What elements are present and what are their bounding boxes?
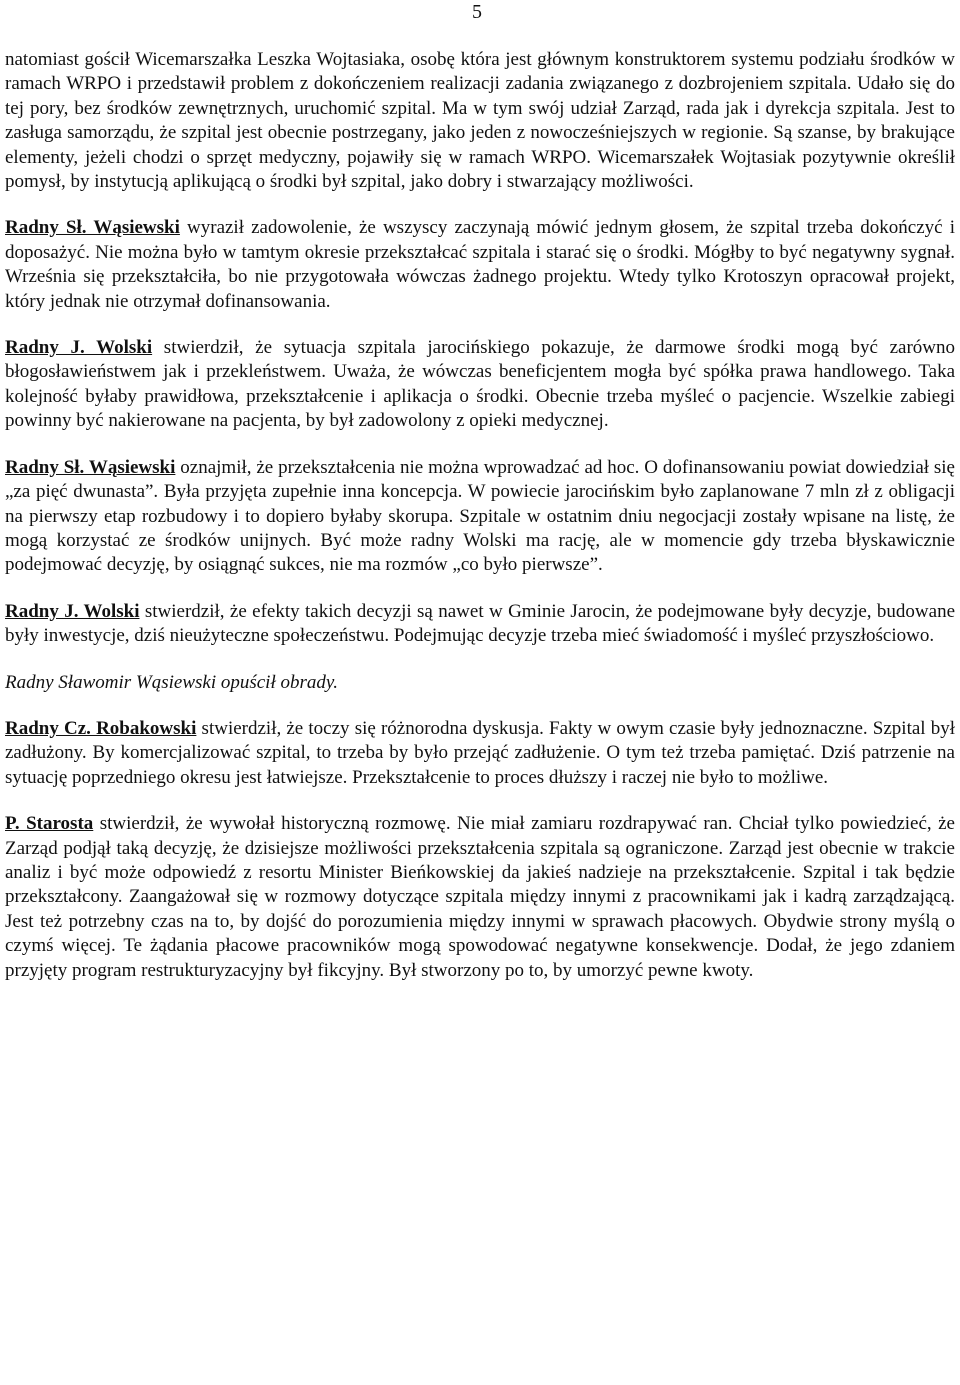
speaker-name: Radny Sł. Wąsiewski xyxy=(5,456,176,478)
paragraph-4 xyxy=(5,456,955,578)
speaker-name: Radny Sł. Wąsiewski xyxy=(5,217,180,239)
paragraph-text: wyraził zadowolenie, że wszyscy zaczynają mówić jednym głosem, że szpital trzeba dokończyć i doposażyć. Nie można było w tamtym okresie przekształcać szpitala i starać się o środki. Mógłby to być negatywny sygnał. Września się przekształciła, bo nie przygotowała wówczas żadnego projektu. Wtedy tylko Krotoszyn opracował projekt, który jednak nie otrzymał dofinansowania. xyxy=(5,217,955,312)
paragraph-6-note xyxy=(5,671,955,695)
paragraph-text: oznajmił, że przekształcenia nie można wprowadzać ad hoc. O dofinansowaniu powiat dowiedział się „za pięć dwunasta”. Była przyjęta zupełnie inna koncepcja. W powiecie jarocińskim było zaplanowane 7 mln zł z obligacji na pierwszy etap rozbudowy i to dopiero byłaby skorupa. Szpitale w ostatnim dniu negocjacji zostały wpisane na listę, że mogą korzystać ze środków unijnych. Być może radny Wolski ma rację, ale w momencie gdy trzeba błyskawicznie podejmować decyzję, by osiągnąć sukces, nie ma rozmów „co było pierwsze”. xyxy=(5,456,955,576)
page-number: 5 xyxy=(472,1,482,23)
speaker-name: Radny Cz. Robakowski xyxy=(5,717,197,739)
speaker-name: P. Starosta xyxy=(5,813,94,835)
paragraph-text: stwierdził, że efekty takich decyzji są nawet w Gminie Jarocin, że podejmowane były decyzje, budowane były inwestycje, dziś nieużyteczne społeczeństwu. Podejmując decyzje trzeba mieć świadomość i myśleć przyszłościowo. xyxy=(5,600,955,647)
paragraph-text: natomiast gościł Wicemarszałka Leszka Wojtasiaka, osobę która jest głównym konstruktorem systemu podziału środków w ramach WRPO i przedstawił problem z dokończeniem realizacji zadania związanego z dozbrojeniem szpitala. Udało się do tej pory, bez środków zewnętrznych, uruchomić szpital. Ma w tym swój udział Zarząd, rada jak i dyrekcja szpitala. Jest to zasługa samorządu, że szpital jest obecnie postrzegany, jako jeden z nowocześniejszych w regionie. Są szanse, by brakujące elementy, jeżeli chodzi o sprzęt medyczny, pojawiły się w ramach WRPO. Wicemarszałek Wojtasiak pozytywnie określił pomysł, by instytucją aplikującą o środki był szpital, jako dobry i stwarzający możliwości. xyxy=(5,49,955,193)
paragraph-text: stwierdził, że toczy się różnorodna dyskusja. Fakty w owym czasie były jednoznaczne. Szpital był zadłużony. By komercjalizować szpital, to trzeba by było przejąć zadłużenie. O tym też trzeba pamiętać. Dziś patrzenie na sytuację poprzedniego okresu jest łatwiejsze. Przekształcenie to proces dłuższy i raczej nie było to możliwe. xyxy=(5,717,955,788)
paragraph-3 xyxy=(5,336,955,434)
paragraph-8 xyxy=(5,812,955,983)
paragraph-text: stwierdził, że sytuacja szpitala jarocińskiego pokazuje, że darmowe środki mogą być zarówno błogosławieństwem jak i przekleństwem. Uważa, że wówczas beneficjentem mogła być spółka prawa handlowego. Taka kolejność byłaby prawidłowa, przekształcenie i aplikacja o środki. Obecnie trzeba myśleć o pacjencie. Wszelkie zabiegi powinny być nakierowane na pacjenta, by był zadowolony z opieki medycznej. xyxy=(5,337,955,432)
paragraph-5 xyxy=(5,600,955,649)
paragraph-1 xyxy=(5,48,955,194)
paragraph-7 xyxy=(5,717,955,790)
paragraph-text: stwierdził, że wywołał historyczną rozmowę. Nie miał zamiaru rozdrapywać ran. Chciał tylko powiedzieć, że Zarząd podjął taką decyzję, że dzisiejsze możliwości przekształcenia szpitala są ograniczone. Zarząd jest obecnie w trakcie analiz i być może odpowiedź z resortu Minister Bieńkowskiej da jakieś nadzieje na przekształcenie. Szpital i tak będzie przekształcony. Zaangażował się w rozmowy dotyczące szpitala między innymi z pracownikami jak i kadrą zarządzającą. Jest też potrzebny czas na to, by dojść do porozumienia między innymi w sprawach płacowych. Obydwie strony myślą o czymś więcej. Te żądania płacowe pracowników mogą spowodować negatywne konsekwencje. Dodał, że jego zdaniem przyjęty program restrukturyzacyjny był fikcyjny. Był stworzony po to, by umorzyć pewne kwoty. xyxy=(5,813,955,981)
speaker-name: Radny J. Wolski xyxy=(5,337,153,359)
paragraph-2 xyxy=(5,216,955,314)
paragraph-text: Radny Sławomir Wąsiewski opuścił obrady. xyxy=(5,671,339,693)
speaker-name: Radny J. Wolski xyxy=(5,600,140,622)
